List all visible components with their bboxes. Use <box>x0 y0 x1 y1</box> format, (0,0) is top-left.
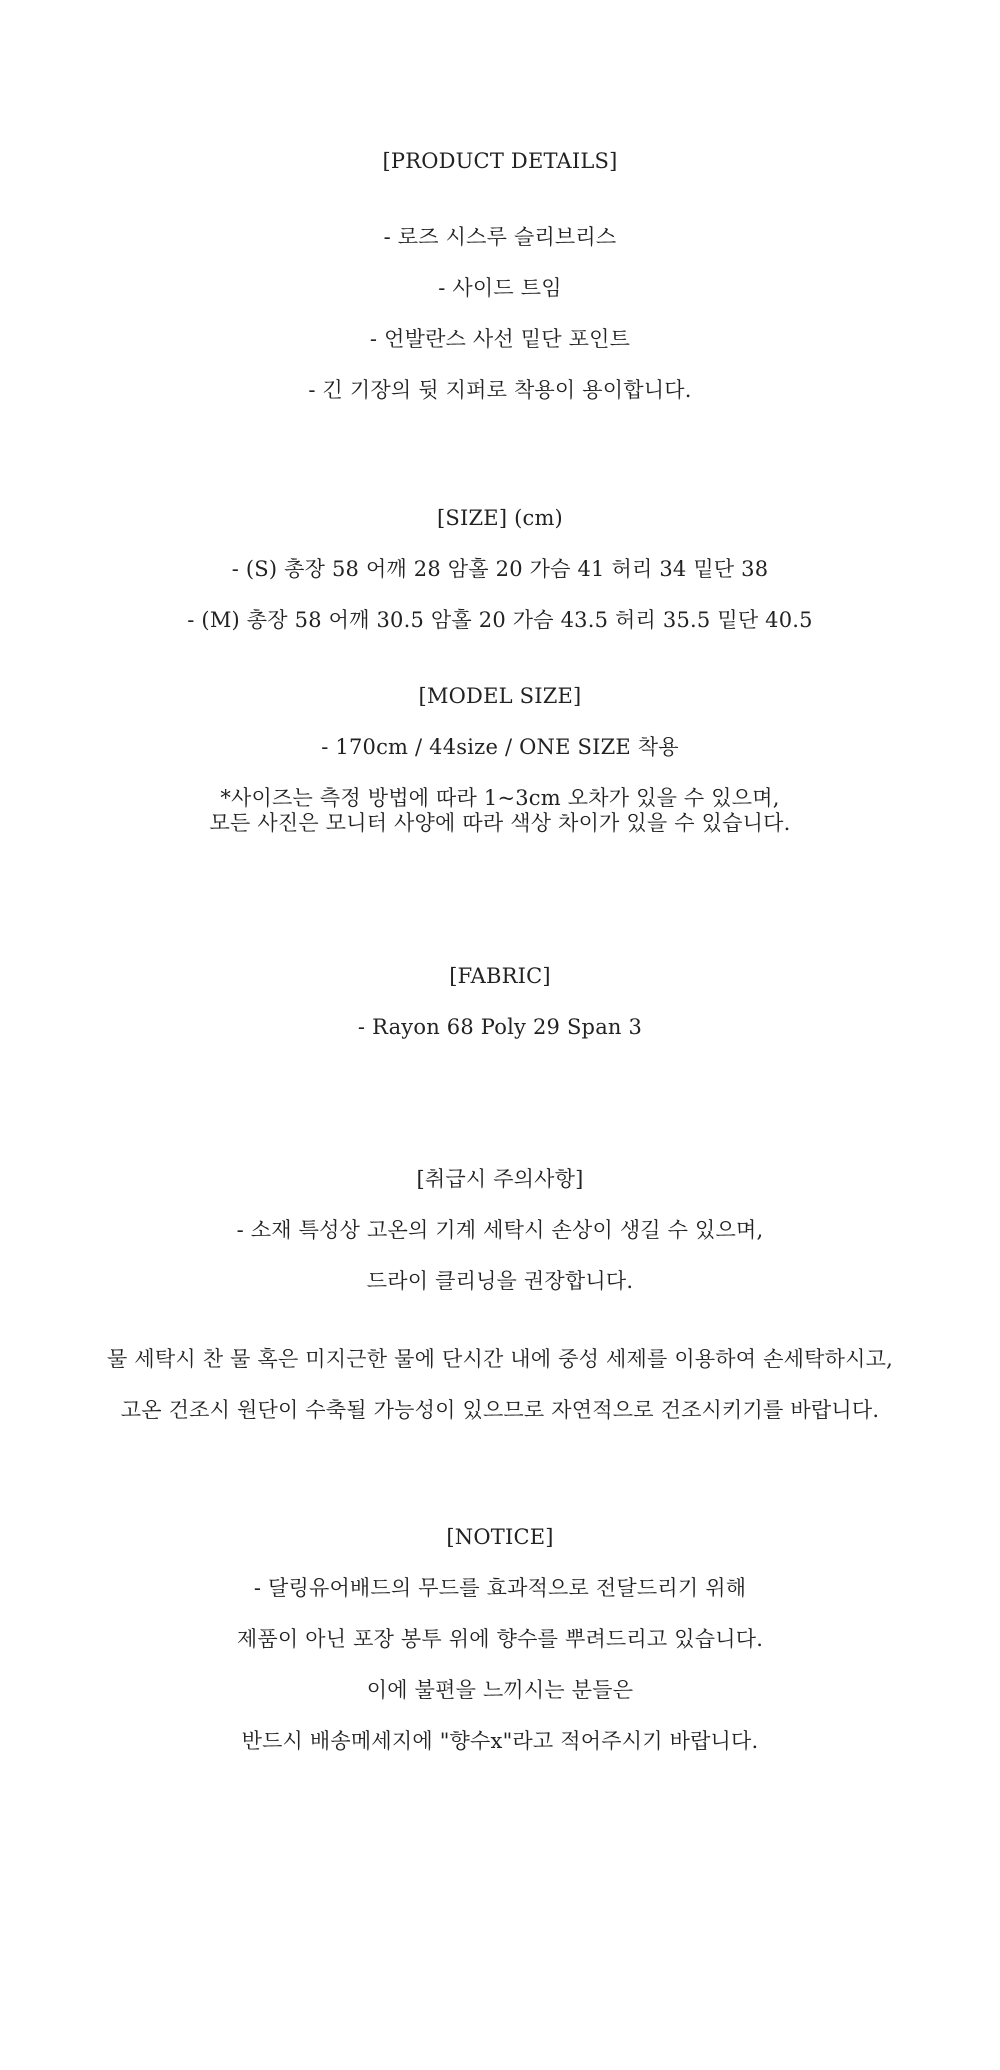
notice-item: 제품이 아닌 포장 봉투 위에 향수를 뿌려드리고 있습니다. <box>236 1627 764 1651</box>
fabric-heading: [FABRIC] <box>449 964 551 988</box>
model-size-item: - 170cm / 44size / ONE SIZE 착용 <box>321 735 679 759</box>
product-details-heading: [PRODUCT DETAILS] <box>382 149 618 173</box>
size-note-line: *사이즈는 측정 방법에 따라 1~3cm 오차가 있을 수 있으며, <box>220 786 780 810</box>
notice-item: 반드시 배송메세지에 "향수x"라고 적어주시기 바랍니다. <box>241 1729 759 1753</box>
product-detail-item: - 사이드 트임 <box>438 276 562 300</box>
size-note-line: 모든 사진은 모니터 사양에 따라 색상 차이가 있을 수 있습니다. <box>209 811 791 835</box>
size-item: - (S) 총장 58 어깨 28 암홀 20 가슴 41 허리 34 밑단 38 <box>231 557 769 581</box>
care-item: - 소재 특성상 고온의 기계 세탁시 손상이 생길 수 있으며, <box>236 1218 764 1242</box>
notice-item: 이에 불편을 느끼시는 분들은 <box>366 1678 634 1702</box>
care-heading: [취급시 주의사항] <box>416 1167 584 1191</box>
size-heading: [SIZE] (cm) <box>437 506 563 530</box>
notice-heading: [NOTICE] <box>446 1525 554 1549</box>
notice-item: - 달링유어배드의 무드를 효과적으로 전달드리기 위해 <box>253 1576 747 1600</box>
product-detail-item: - 긴 기장의 뒷 지퍼로 착용이 용이합니다. <box>308 378 692 402</box>
care-item: 드라이 클리닝을 권장합니다. <box>366 1269 634 1293</box>
product-detail-item: - 언발란스 사선 밑단 포인트 <box>369 327 631 351</box>
size-item: - (M) 총장 58 어깨 30.5 암홀 20 가슴 43.5 허리 35.5 밑단 40.5 <box>187 608 813 632</box>
fabric-item: - Rayon 68 Poly 29 Span 3 <box>357 1015 643 1039</box>
model-size-heading: [MODEL SIZE] <box>418 684 582 708</box>
care-item: 물 세탁시 찬 물 혹은 미지근한 물에 단시간 내에 중성 세제를 이용하여 손세탁하시고, <box>107 1347 893 1371</box>
product-detail-item: - 로즈 시스루 슬리브리스 <box>383 225 617 249</box>
care-item: 고온 건조시 원단이 수축될 가능성이 있으므로 자연적으로 건조시키기를 바랍니다. <box>120 1398 880 1422</box>
